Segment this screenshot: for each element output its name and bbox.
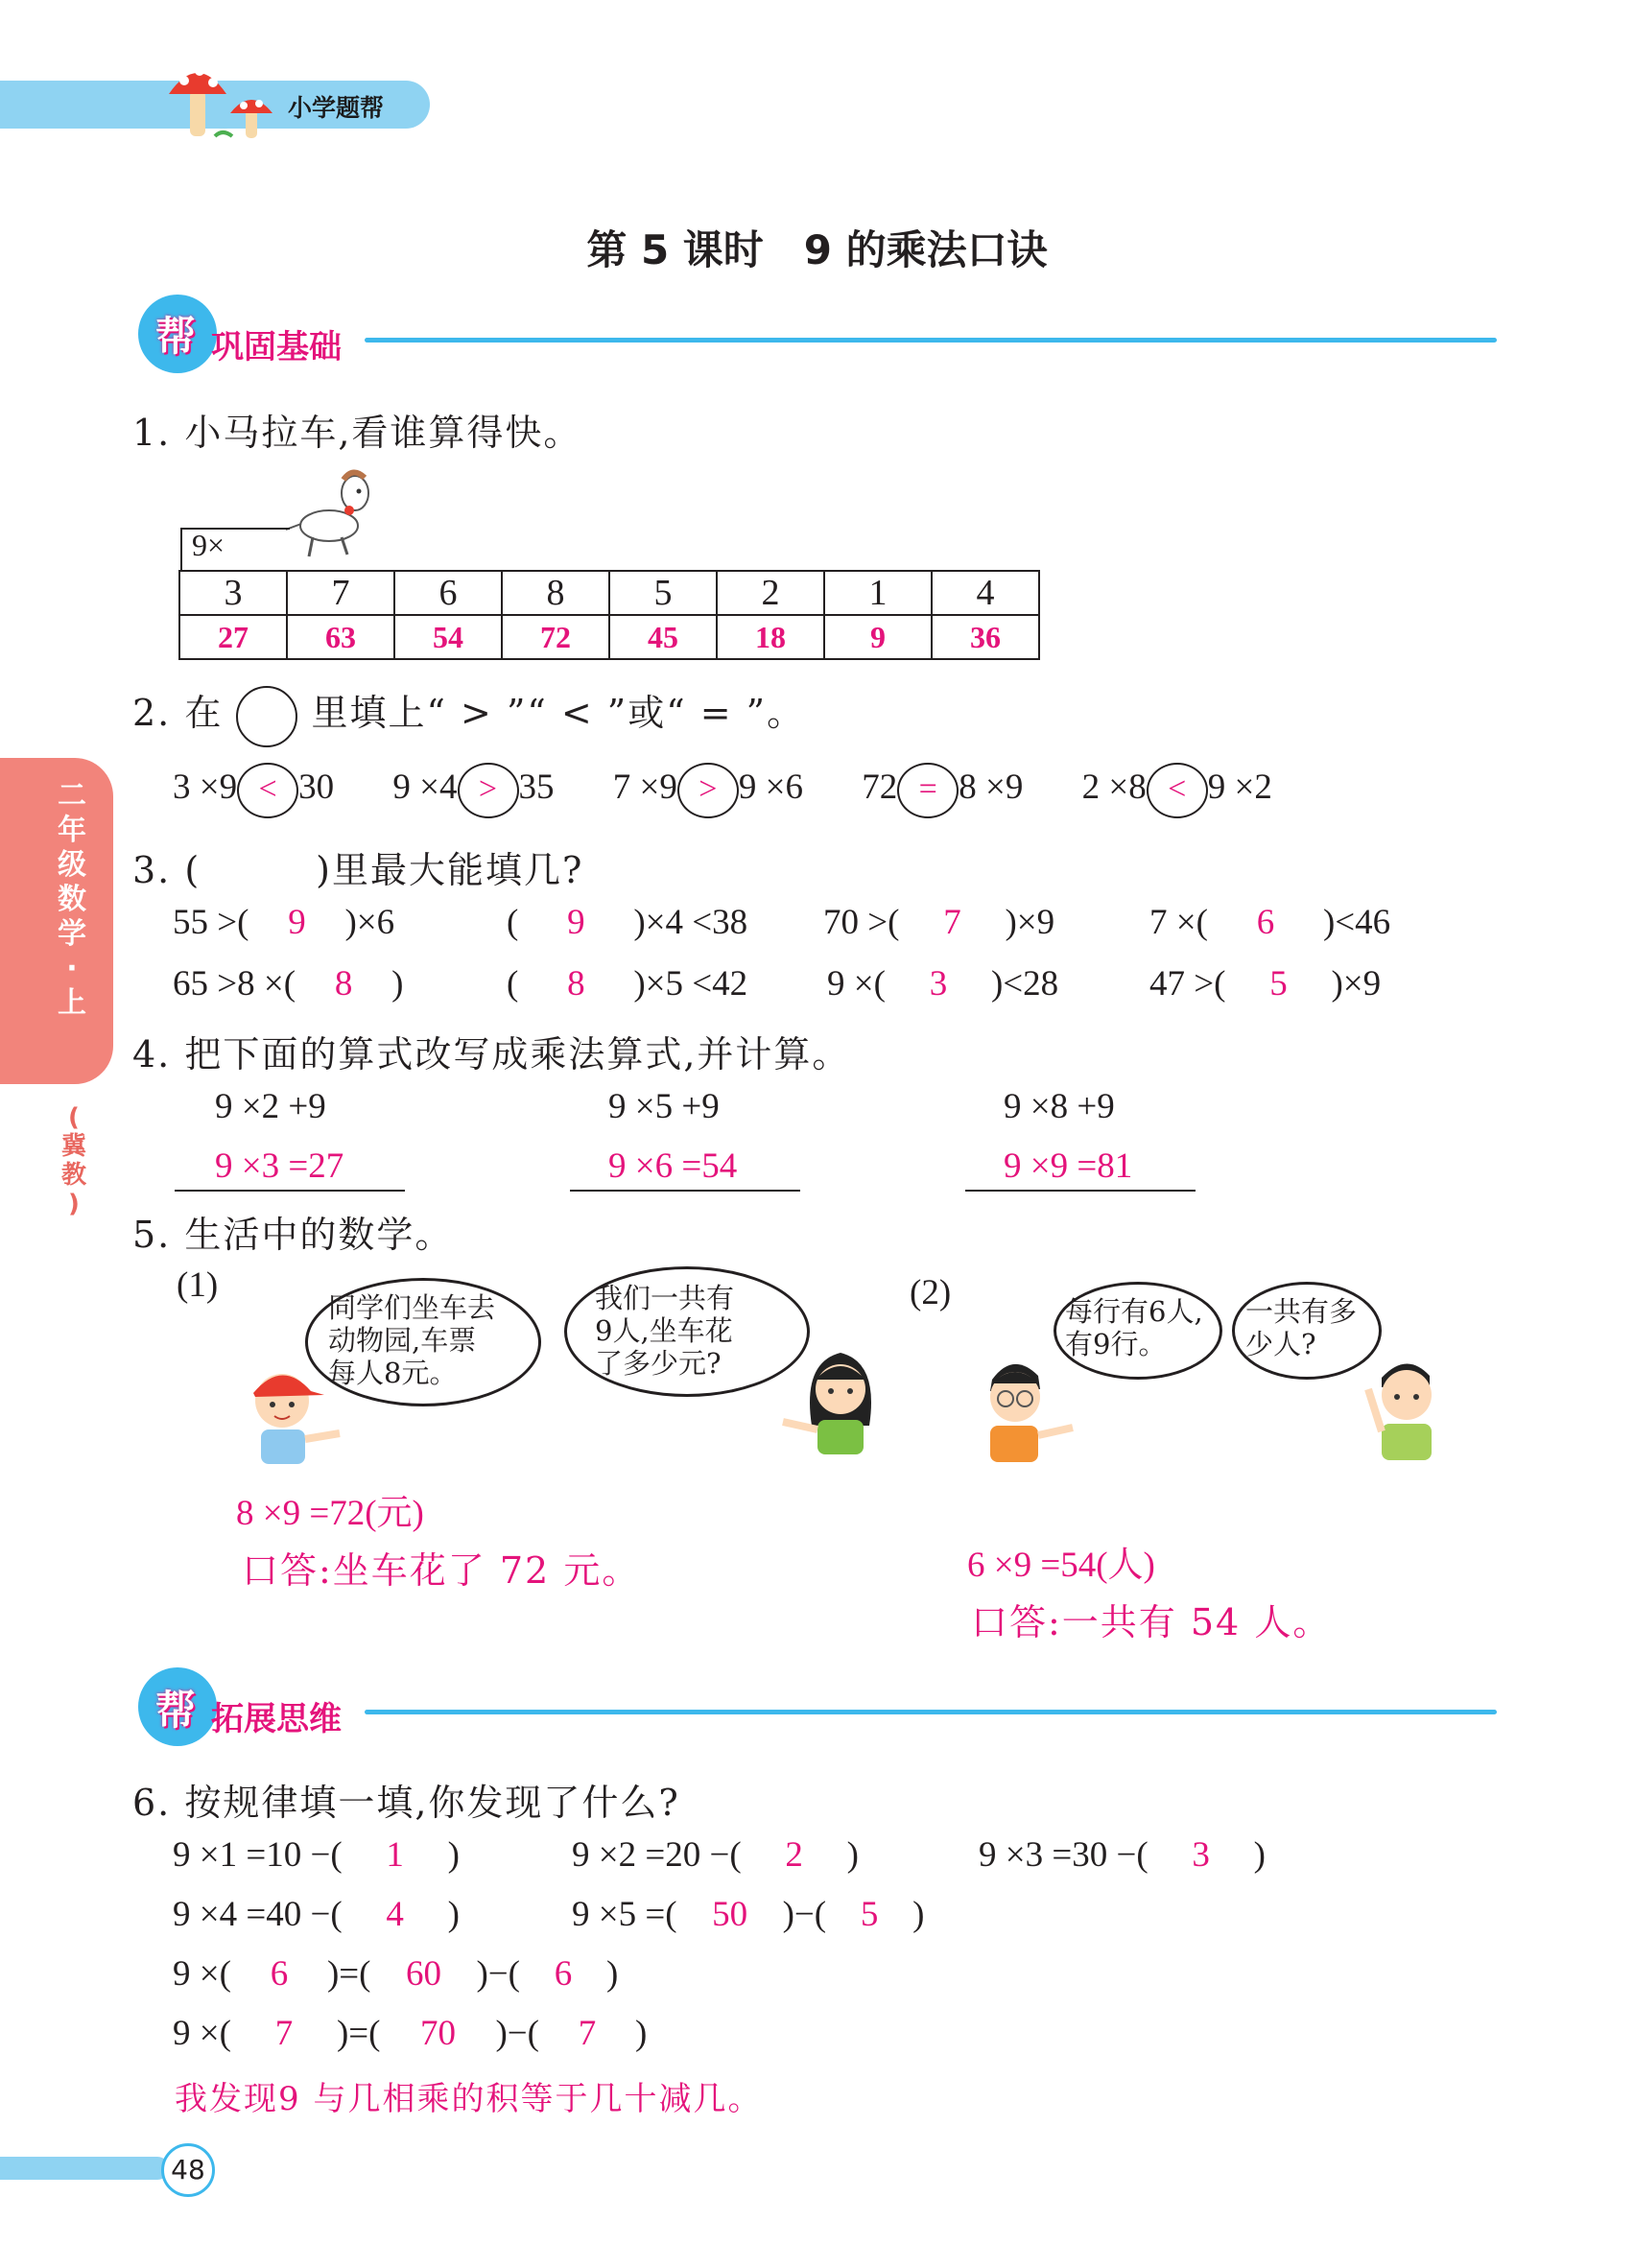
q6-pre: 9 ×1 =10 −( (173, 1835, 343, 1875)
section-expand-badge-text: 帮 (155, 1687, 197, 1734)
q3-pre: ( (507, 964, 519, 1004)
q3-pre: 7 ×( (1149, 903, 1208, 942)
q6-answer: 60 (405, 1954, 441, 1994)
q6-post: ) (634, 2014, 648, 2053)
q3-post: )×5 <42 (633, 964, 748, 1004)
q3-answer: 6 (1256, 903, 1275, 942)
factor-cell: 3 (179, 571, 287, 615)
q6-post: ) (846, 1835, 859, 1875)
q3-post: ) (391, 964, 404, 1004)
q5-part1-equation: 8 ×9 =72(元) (236, 1494, 424, 1533)
q2-left: 9 ×4 (392, 768, 458, 808)
side-char: 上 (58, 986, 86, 1020)
q3-item (173, 963, 403, 1004)
q6-mid: )=( (336, 2014, 381, 2053)
q3-item (827, 963, 1058, 1004)
factor-cell: 1 (824, 571, 932, 615)
q3-pre: ( (507, 903, 519, 942)
q3-item (1149, 963, 1381, 1004)
q6-pre: 9 ×5 =( (572, 1895, 677, 1934)
factor-row (179, 571, 1039, 615)
bubble-text: 一共有多 少人? (1245, 1295, 1358, 1360)
product-cell: 9 (824, 615, 932, 659)
q5-part2-label: (2) (910, 1273, 952, 1312)
side-char: 年 (58, 814, 86, 847)
q3-answer: 7 (943, 903, 961, 942)
glasses-boy-character-icon (959, 1341, 1084, 1466)
q6-mid: )−( (495, 2014, 539, 2053)
q6-answer: 50 (712, 1895, 748, 1934)
bubble-text: 每行有6人, 有9行。 (1065, 1295, 1203, 1360)
q3-answer: 5 (1269, 964, 1288, 1004)
thinking-boy-character-icon (1343, 1339, 1468, 1464)
q4-stem: 4. 把下面的算式改写成乘法算式,并计算。 (132, 1033, 851, 1075)
q6-finding: 我发现9 与几相乘的积等于几十减几。 (175, 2080, 763, 2118)
bubble-text: 我们一共有 9人,坐车花 了多少元? (595, 1282, 735, 1380)
q2-item (173, 768, 334, 807)
q2-answer-circle: > (458, 763, 519, 818)
section-expand-line (365, 1710, 1497, 1714)
q6-answer: 6 (270, 1954, 289, 1994)
q6-pre: 9 ×2 =20 −( (572, 1835, 742, 1875)
product-cell: 18 (717, 615, 824, 659)
q2-stem-a: 2. 在 (132, 692, 224, 734)
product-cell: 27 (179, 615, 287, 659)
q1-stem: 1. 小马拉车,看谁算得快。 (132, 412, 582, 454)
q2-left: 2 ×8 (1081, 768, 1147, 808)
q6-post: ) (447, 1895, 460, 1934)
q3-answer: 8 (567, 964, 585, 1004)
q4-answer: 9 ×9 =81 (1004, 1146, 1133, 1186)
side-char: 教 (60, 1161, 86, 1190)
q6-answer: 5 (860, 1895, 879, 1934)
q6-item (173, 1834, 460, 1876)
q3-answer: 9 (567, 903, 585, 942)
section-basic-label: 巩固基础 (211, 328, 342, 366)
q3-answer: 3 (929, 964, 948, 1004)
factor-cell: 6 (394, 571, 502, 615)
q6-post: ) (447, 1835, 460, 1875)
q3-item (507, 902, 747, 943)
section-basic-line (365, 338, 1497, 343)
product-cell: 63 (287, 615, 394, 659)
q3-pre: 65 >8 ×( (173, 964, 296, 1004)
q6-item (979, 1834, 1266, 1876)
side-char: ) (68, 1190, 80, 1218)
product-cell: 36 (932, 615, 1039, 659)
q6-answer: 70 (419, 2014, 456, 2053)
q2-row (173, 763, 1272, 818)
q6-item (173, 1953, 618, 1995)
q3-pre: 47 >( (1149, 964, 1226, 1004)
footer-bar (0, 2157, 169, 2180)
q5-stem: 5. 生活中的数学。 (132, 1214, 454, 1256)
q6-post: ) (605, 1954, 619, 1994)
q4-underline (175, 1190, 405, 1192)
q6-answer: 6 (554, 1954, 573, 1994)
side-char: 二 (58, 779, 86, 813)
q6-mid: )−( (476, 1954, 520, 1994)
q3-post: )<46 (1322, 903, 1391, 942)
q6-answer: 2 (785, 1835, 803, 1875)
q3-post: )×9 (1005, 903, 1055, 942)
q2-right: 30 (298, 768, 335, 808)
side-edition-label (58, 1103, 90, 1218)
q4-expr: 9 ×2 +9 (215, 1087, 326, 1126)
q6-item (572, 1894, 924, 1935)
q4-answer: 9 ×6 =54 (608, 1146, 738, 1186)
q2-item (1082, 768, 1272, 807)
factor-cell: 4 (932, 571, 1039, 615)
section-basic-badge-text: 帮 (155, 313, 197, 360)
page-title: 第 5 课时 9 的乘法口诀 (586, 226, 1048, 273)
q2-answer-circle: > (677, 763, 739, 818)
side-char: 学 (58, 917, 86, 951)
q2-left: 3 ×9 (173, 768, 238, 808)
section-expand-label: 拓展思维 (211, 1700, 342, 1738)
q2-left: 72 (862, 768, 898, 808)
q6-post: ) (1253, 1835, 1266, 1875)
q2-item (862, 768, 1023, 807)
q6-post: ) (912, 1895, 925, 1934)
product-row (179, 615, 1039, 659)
q4-underline (965, 1190, 1196, 1192)
q3-stem: 3. ( )里最大能填几? (132, 849, 584, 891)
q3-item (823, 902, 1054, 943)
factor-cell: 7 (287, 571, 394, 615)
q3-pre: 9 ×( (827, 964, 886, 1004)
q2-item (392, 768, 554, 807)
q6-answer: 7 (274, 2014, 294, 2053)
product-cell: 45 (609, 615, 717, 659)
factor-cell: 2 (717, 571, 824, 615)
multiplication-table (178, 570, 1040, 660)
q4-underline (570, 1190, 800, 1192)
q2-answer-circle: = (897, 763, 959, 818)
side-char: · (66, 952, 78, 985)
factor-cell: 8 (502, 571, 609, 615)
mushroom-logo-icon (165, 54, 280, 145)
q3-item (173, 902, 394, 943)
q3-post: )×9 (1331, 964, 1382, 1004)
q3-pre: 55 >( (173, 903, 249, 942)
q6-mid: )−( (782, 1895, 827, 1934)
q3-answer: 8 (334, 964, 353, 1004)
q2-right: 9 ×6 (738, 768, 803, 808)
q6-item (173, 2013, 647, 2054)
q5-part2-answer: 口答:一共有 54 人。 (971, 1601, 1332, 1643)
q2-answer-circle: < (1147, 763, 1208, 818)
q6-item (173, 1894, 460, 1935)
q4-answer: 9 ×3 =27 (215, 1146, 344, 1186)
factor-cell: 5 (609, 571, 717, 615)
q2-left: 7 ×9 (612, 768, 677, 808)
q6-answer: 3 (1192, 1835, 1210, 1875)
q5-part2-equation: 6 ×9 =54(人) (967, 1546, 1155, 1585)
side-grade-label (53, 779, 91, 1021)
boy-character-icon (234, 1353, 349, 1468)
q2-answer-circle: < (237, 763, 298, 818)
q6-pre: 9 ×( (173, 1954, 231, 1994)
product-cell: 54 (394, 615, 502, 659)
q3-answer: 9 (288, 903, 306, 942)
side-char: 级 (58, 848, 86, 882)
q4-expr: 9 ×8 +9 (1004, 1087, 1115, 1126)
q6-answer: 4 (386, 1895, 404, 1934)
q3-pre: 70 >( (823, 903, 900, 942)
side-char: 冀 (60, 1132, 86, 1161)
q2-stem-b: 里填上“ > ”“ < ”或“ = ”。 (311, 692, 806, 734)
product-cell: 72 (502, 615, 609, 659)
q2-item (613, 768, 803, 807)
q6-answer: 1 (386, 1835, 404, 1875)
q6-pre: 9 ×3 =30 −( (979, 1835, 1149, 1875)
side-char: 数 (58, 883, 86, 916)
q2-right: 8 ×9 (959, 768, 1024, 808)
pony-icon (286, 466, 382, 562)
q5-part1-answer: 口答:坐车花了 72 元。 (242, 1549, 641, 1592)
q6-pre: 9 ×( (173, 2014, 231, 2053)
q2-right: 35 (518, 768, 555, 808)
q4-expr: 9 ×5 +9 (608, 1087, 720, 1126)
q3-post: )×6 (344, 903, 395, 942)
q2-stem (132, 683, 805, 747)
bubble-text: 同学们坐车去 动物园,车票 每人8元。 (328, 1291, 496, 1389)
q3-item (1149, 902, 1390, 943)
q1-label: 9× (192, 528, 225, 562)
q6-stem: 6. 按规律填一填,你发现了什么? (132, 1782, 680, 1824)
page-number: 48 (161, 2143, 215, 2197)
q6-pre: 9 ×4 =40 −( (173, 1895, 343, 1934)
girl-character-icon (773, 1334, 898, 1458)
q3-post: )<28 (990, 964, 1059, 1004)
q2-right: 9 ×2 (1207, 768, 1272, 808)
q6-mid: )=( (326, 1954, 371, 1994)
q6-item (572, 1834, 859, 1876)
q6-answer: 7 (578, 2014, 597, 2053)
q3-item (507, 963, 747, 1004)
brand-name: 小学题帮 (288, 94, 385, 122)
q3-post: )×4 <38 (633, 903, 748, 942)
blank-circle-icon (236, 686, 297, 747)
q5-part1-label: (1) (177, 1265, 219, 1305)
side-char: ( (68, 1103, 80, 1132)
